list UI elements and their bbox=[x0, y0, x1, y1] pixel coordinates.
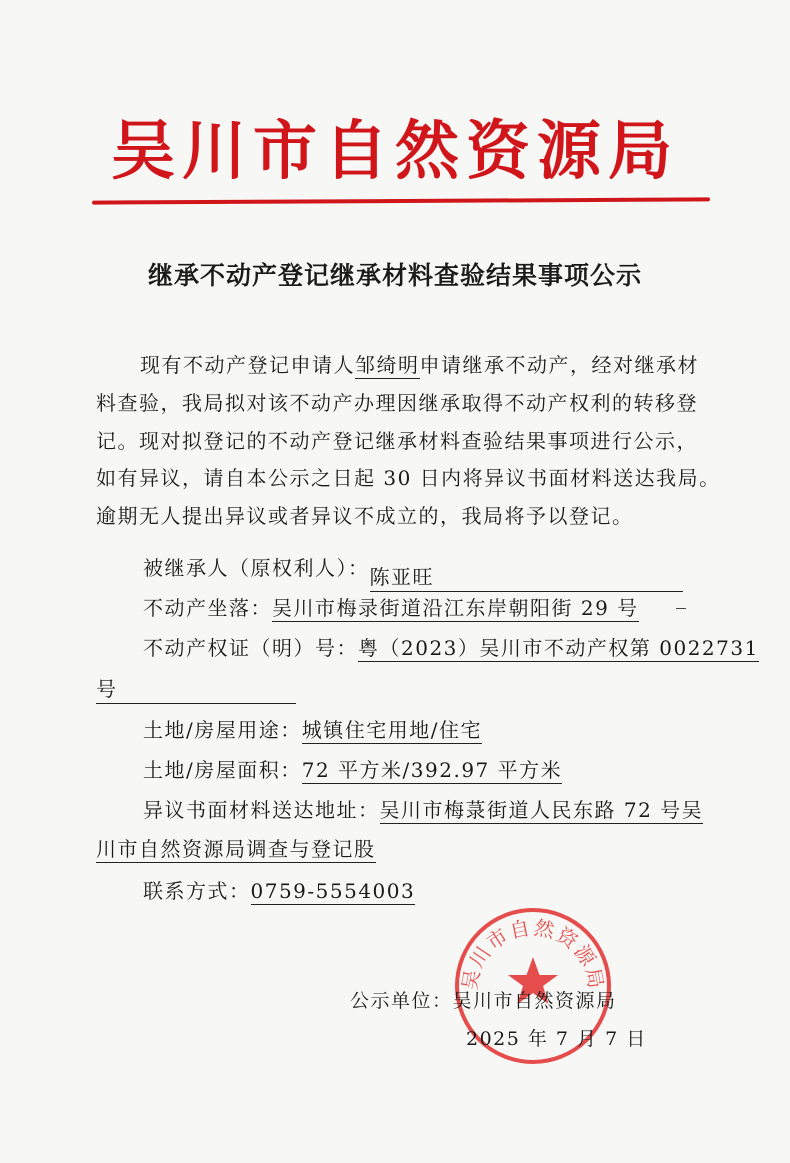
paragraph-line: 料查验，我局拟对该不动产办理因继承取得不动产权利的转移登 bbox=[96, 391, 698, 415]
certificate-field bbox=[143, 632, 759, 661]
location-label: 不动产坐落： bbox=[143, 596, 272, 620]
use-label: 土地/房屋用途： bbox=[143, 718, 302, 742]
address-field bbox=[143, 794, 703, 823]
address-value: 吴川市梅菉街道人民东路 72 号吴 bbox=[379, 798, 704, 822]
publisher-value: 吴川市自然资源局 bbox=[452, 990, 617, 1012]
decedent-field bbox=[143, 552, 683, 589]
address-field-cont bbox=[96, 833, 376, 862]
decedent-label: 被继承人（原权利人）： bbox=[143, 556, 370, 580]
document-title: 继承不动产登记继承材料查验结果事项公示 bbox=[147, 261, 642, 290]
paragraph-line: 记。现对拟登记的不动产登记继承材料查验结果事项进行公示， bbox=[96, 429, 698, 453]
letterhead-rule bbox=[92, 197, 710, 204]
location-field bbox=[143, 592, 639, 621]
org-letterhead: 吴川市自然资源局 bbox=[111, 114, 679, 189]
publisher-line bbox=[350, 986, 617, 1013]
paragraph-text: 申请继承不动产，经对继承材 bbox=[419, 353, 699, 377]
location-value: 吴川市梅录街道沿江东岸朝阳街 29 号 bbox=[272, 596, 639, 620]
certificate-value: 粤（2023）吴川市不动产权第 0022731 bbox=[358, 636, 759, 660]
publisher-label: 公示单位： bbox=[350, 990, 453, 1012]
paragraph-line bbox=[140, 349, 699, 378]
contact-value: 0759-5554003 bbox=[250, 879, 416, 903]
seal-text: 吴川市自然资源局 bbox=[457, 915, 609, 993]
use-value: 城镇住宅用地/住宅 bbox=[301, 718, 482, 742]
paragraph-line: 如有异议，请自本公示之日起 30 日内将异议书面材料送达我局。 bbox=[96, 466, 721, 490]
paragraph-text: 现有不动产登记申请人 bbox=[140, 353, 355, 377]
area-field bbox=[143, 754, 562, 783]
certificate-value-cont: 号 bbox=[96, 673, 296, 704]
certificate-field-cont bbox=[96, 673, 296, 704]
decedent-value: 陈亚旺 bbox=[370, 561, 683, 592]
address-value-cont: 川市自然资源局调查与登记股 bbox=[96, 837, 376, 861]
applicant-name: 邹绮明 bbox=[355, 353, 420, 377]
publish-date: 2025 年 7 月 7 日 bbox=[466, 1028, 647, 1050]
use-field bbox=[143, 714, 482, 743]
certificate-label: 不动产权证（明）号： bbox=[143, 636, 358, 660]
area-value: 72 平方米/392.97 平方米 bbox=[301, 758, 563, 782]
paragraph-line: 逾期无人提出异议或者异议不成立的，我局将予以登记。 bbox=[96, 504, 634, 528]
margin-mark bbox=[676, 608, 686, 609]
area-label: 土地/房屋面积： bbox=[143, 758, 302, 782]
address-label: 异议书面材料送达地址： bbox=[143, 798, 380, 822]
contact-field bbox=[143, 875, 415, 904]
contact-label: 联系方式： bbox=[143, 879, 251, 903]
